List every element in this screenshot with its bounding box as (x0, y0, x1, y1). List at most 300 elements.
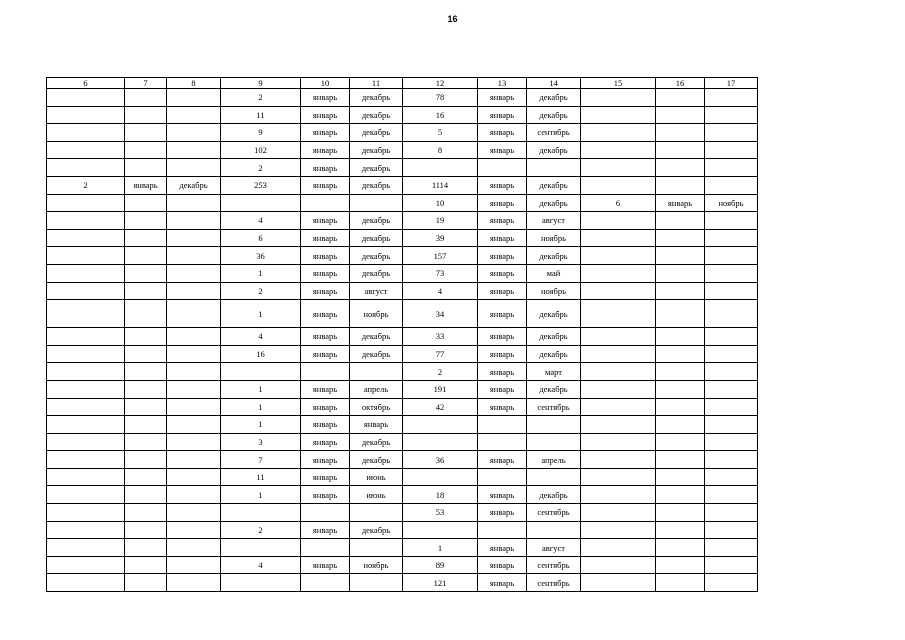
table-cell: январь (478, 247, 527, 265)
table-cell (167, 468, 221, 486)
table-cell (705, 380, 758, 398)
table-cell: январь (301, 106, 350, 124)
table-cell: ноябрь (527, 229, 581, 247)
table-cell (403, 433, 478, 451)
table-cell: январь (478, 504, 527, 522)
table-cell (350, 363, 403, 381)
table-cell (350, 504, 403, 522)
table-cell: декабрь (167, 176, 221, 194)
table-row (47, 504, 758, 522)
table-cell: декабрь (527, 486, 581, 504)
table-cell: июнь (350, 486, 403, 504)
table-cell (581, 363, 656, 381)
table-cell (705, 398, 758, 416)
table-cell: январь (656, 194, 705, 212)
table-cell (167, 247, 221, 265)
table-cell: январь (301, 486, 350, 504)
table-cell (47, 141, 125, 159)
table-row (47, 345, 758, 363)
table-cell (125, 345, 167, 363)
column-header: 11 (350, 78, 403, 89)
table-cell: январь (301, 282, 350, 300)
table-cell (527, 159, 581, 177)
table-row (47, 247, 758, 265)
table-cell (125, 486, 167, 504)
table-cell (221, 574, 301, 592)
table-cell: январь (478, 451, 527, 469)
table-cell (581, 300, 656, 328)
table-cell (47, 264, 125, 282)
table-cell: 1114 (403, 176, 478, 194)
table-cell: сентябрь (527, 574, 581, 592)
table-cell: 6 (221, 229, 301, 247)
column-header: 10 (301, 78, 350, 89)
table-cell (656, 176, 705, 194)
table-cell (167, 264, 221, 282)
table-cell (656, 468, 705, 486)
table-row (47, 141, 758, 159)
table-cell (527, 416, 581, 434)
table-cell (125, 264, 167, 282)
table-cell (47, 194, 125, 212)
table-cell: сентябрь (527, 556, 581, 574)
table-cell (125, 433, 167, 451)
table-cell: январь (301, 380, 350, 398)
table-cell (656, 398, 705, 416)
column-header: 16 (656, 78, 705, 89)
table-cell: 11 (221, 468, 301, 486)
table-cell (705, 328, 758, 346)
table-cell: 1 (403, 539, 478, 557)
table-row (47, 176, 758, 194)
table-cell (125, 212, 167, 230)
table-cell: 11 (221, 106, 301, 124)
table-cell: декабрь (350, 328, 403, 346)
column-header: 17 (705, 78, 758, 89)
table-cell (705, 247, 758, 265)
table-cell (125, 328, 167, 346)
table-cell: декабрь (350, 176, 403, 194)
table-cell (581, 141, 656, 159)
table-row (47, 468, 758, 486)
table-cell: сентябрь (527, 124, 581, 142)
table-cell: январь (478, 264, 527, 282)
table-cell (125, 574, 167, 592)
table-cell (656, 539, 705, 557)
table-cell: декабрь (527, 106, 581, 124)
table-cell (581, 328, 656, 346)
table-row (47, 521, 758, 539)
table-cell: декабрь (350, 433, 403, 451)
table-cell (656, 451, 705, 469)
table-cell: 102 (221, 141, 301, 159)
table-row (47, 159, 758, 177)
table-cell (705, 264, 758, 282)
table-cell: май (527, 264, 581, 282)
table-cell (705, 124, 758, 142)
table-cell (125, 106, 167, 124)
table-cell (125, 124, 167, 142)
table-cell (705, 212, 758, 230)
table-row (47, 194, 758, 212)
table-row (47, 264, 758, 282)
table-cell: август (350, 282, 403, 300)
table-cell: декабрь (350, 521, 403, 539)
table-cell: ноябрь (705, 194, 758, 212)
table-cell (705, 556, 758, 574)
table-cell: январь (301, 398, 350, 416)
table-cell: январь (301, 416, 350, 434)
table-cell (47, 486, 125, 504)
table-cell: январь (301, 229, 350, 247)
table-cell: 1 (221, 416, 301, 434)
table-cell (167, 300, 221, 328)
table-cell (47, 247, 125, 265)
table-cell (301, 504, 350, 522)
table-cell (221, 363, 301, 381)
table-cell: декабрь (350, 212, 403, 230)
table-cell: январь (478, 380, 527, 398)
table-cell: 2 (47, 176, 125, 194)
table-cell (705, 416, 758, 434)
table-cell (125, 416, 167, 434)
table-cell (47, 574, 125, 592)
table-cell: январь (478, 89, 527, 107)
table-cell (47, 363, 125, 381)
table-cell (47, 229, 125, 247)
table-cell: 42 (403, 398, 478, 416)
table-cell (478, 416, 527, 434)
table-cell (656, 212, 705, 230)
table-row (47, 451, 758, 469)
table-cell (705, 504, 758, 522)
table-cell: ноябрь (527, 282, 581, 300)
table-cell (47, 124, 125, 142)
table-cell: январь (301, 468, 350, 486)
table-cell: 1 (221, 264, 301, 282)
table-row (47, 416, 758, 434)
table-cell (125, 363, 167, 381)
column-header: 13 (478, 78, 527, 89)
table-cell: январь (301, 300, 350, 328)
table-row (47, 89, 758, 107)
table-cell (478, 468, 527, 486)
table-cell: декабрь (350, 89, 403, 107)
table-cell (581, 416, 656, 434)
table-cell: декабрь (350, 247, 403, 265)
table-cell (705, 141, 758, 159)
table-cell (125, 89, 167, 107)
table-cell (47, 345, 125, 363)
table-cell (705, 176, 758, 194)
table-cell: 10 (403, 194, 478, 212)
table-cell (656, 380, 705, 398)
table-cell (705, 363, 758, 381)
table-cell (656, 159, 705, 177)
table-cell (125, 247, 167, 265)
table-cell (581, 124, 656, 142)
table-cell (47, 380, 125, 398)
table-cell (47, 398, 125, 416)
table-cell (167, 89, 221, 107)
table-cell (656, 141, 705, 159)
table-cell (656, 521, 705, 539)
table-cell: 33 (403, 328, 478, 346)
table-cell (656, 124, 705, 142)
table-cell: 77 (403, 345, 478, 363)
table-cell: 9 (221, 124, 301, 142)
table-cell: декабрь (527, 300, 581, 328)
table-cell: январь (301, 212, 350, 230)
table-cell (581, 521, 656, 539)
table-cell: 89 (403, 556, 478, 574)
table-cell: январь (478, 363, 527, 381)
table-cell (167, 345, 221, 363)
table-cell: январь (478, 328, 527, 346)
table-cell: 4 (403, 282, 478, 300)
table-cell: январь (301, 124, 350, 142)
table-cell: январь (301, 159, 350, 177)
table-cell (581, 106, 656, 124)
table-cell: август (527, 539, 581, 557)
table-cell (581, 486, 656, 504)
table-cell (403, 159, 478, 177)
table-cell: январь (301, 176, 350, 194)
table-cell (656, 556, 705, 574)
table-cell: январь (301, 141, 350, 159)
table-cell: декабрь (527, 345, 581, 363)
table-cell (478, 433, 527, 451)
table-cell: январь (478, 176, 527, 194)
table-cell (581, 556, 656, 574)
table-cell (705, 300, 758, 328)
table-cell (705, 159, 758, 177)
table-cell (581, 433, 656, 451)
table-cell: январь (478, 124, 527, 142)
table-cell (221, 539, 301, 557)
table-cell (301, 539, 350, 557)
table-cell (656, 504, 705, 522)
column-header: 14 (527, 78, 581, 89)
table-cell (581, 468, 656, 486)
table-cell (47, 159, 125, 177)
table-cell (705, 106, 758, 124)
table-cell (47, 282, 125, 300)
table-cell: сентябрь (527, 504, 581, 522)
table-cell (167, 194, 221, 212)
table-cell: 36 (221, 247, 301, 265)
table-cell (581, 380, 656, 398)
table-cell (47, 433, 125, 451)
table-row (47, 398, 758, 416)
table-cell: 34 (403, 300, 478, 328)
table-cell (581, 264, 656, 282)
table-cell: 39 (403, 229, 478, 247)
table-cell (656, 106, 705, 124)
table-cell: 7 (221, 451, 301, 469)
table-row (47, 106, 758, 124)
table-cell (478, 521, 527, 539)
table-cell (581, 539, 656, 557)
table-cell: 73 (403, 264, 478, 282)
table-cell (47, 300, 125, 328)
table-cell: 1 (221, 380, 301, 398)
table-cell (167, 451, 221, 469)
header-row (47, 78, 758, 89)
table-cell: январь (478, 345, 527, 363)
table-cell (47, 106, 125, 124)
table-cell (125, 451, 167, 469)
table-cell (167, 229, 221, 247)
table-cell (705, 451, 758, 469)
table-cell (125, 300, 167, 328)
table-cell (581, 247, 656, 265)
table-cell (47, 416, 125, 434)
table-cell (656, 328, 705, 346)
table-cell: 2 (221, 521, 301, 539)
table-cell (656, 229, 705, 247)
table-cell: декабрь (350, 141, 403, 159)
table-cell: апрель (350, 380, 403, 398)
table-cell: 2 (403, 363, 478, 381)
table-cell (705, 468, 758, 486)
table-cell: декабрь (527, 176, 581, 194)
column-header: 8 (167, 78, 221, 89)
table-cell (656, 247, 705, 265)
table-cell (167, 433, 221, 451)
table-cell (167, 398, 221, 416)
table-cell (125, 159, 167, 177)
table-row (47, 539, 758, 557)
table-cell (125, 229, 167, 247)
table-cell: январь (301, 521, 350, 539)
table-cell: январь (478, 141, 527, 159)
table-cell (47, 556, 125, 574)
table-row (47, 124, 758, 142)
table-row (47, 486, 758, 504)
table-cell (167, 124, 221, 142)
table-cell: январь (301, 89, 350, 107)
table-cell (125, 380, 167, 398)
table-row (47, 300, 758, 328)
table-cell (167, 363, 221, 381)
table-cell: 2 (221, 282, 301, 300)
table-cell: 78 (403, 89, 478, 107)
table-row (47, 556, 758, 574)
table-cell (581, 159, 656, 177)
data-table (46, 77, 758, 592)
table-cell: 3 (221, 433, 301, 451)
table-row (47, 574, 758, 592)
table-row (47, 433, 758, 451)
table-cell: декабрь (527, 141, 581, 159)
table-cell: 1 (221, 300, 301, 328)
table-cell: 157 (403, 247, 478, 265)
table-cell (403, 468, 478, 486)
column-header: 15 (581, 78, 656, 89)
table-cell (656, 363, 705, 381)
table-cell (301, 194, 350, 212)
table-cell (350, 194, 403, 212)
table-cell (301, 363, 350, 381)
table-cell: 4 (221, 212, 301, 230)
table-cell: 4 (221, 556, 301, 574)
table-cell: 4 (221, 328, 301, 346)
table-cell: январь (478, 556, 527, 574)
table-cell (581, 451, 656, 469)
table-cell (581, 282, 656, 300)
table-cell: 16 (221, 345, 301, 363)
table-cell: декабрь (527, 89, 581, 107)
table-cell: 53 (403, 504, 478, 522)
table-cell (167, 504, 221, 522)
table-cell: 36 (403, 451, 478, 469)
table-cell: январь (301, 247, 350, 265)
table-cell (581, 212, 656, 230)
table-cell (47, 212, 125, 230)
table-cell: декабрь (350, 229, 403, 247)
table-cell (403, 521, 478, 539)
table-cell: 8 (403, 141, 478, 159)
table-cell: январь (350, 416, 403, 434)
table-cell: январь (301, 328, 350, 346)
table-cell (167, 159, 221, 177)
table-cell (656, 282, 705, 300)
table-cell: август (527, 212, 581, 230)
table-cell (403, 416, 478, 434)
table-cell: январь (478, 300, 527, 328)
table-cell (656, 486, 705, 504)
table-cell (47, 89, 125, 107)
table-cell: январь (478, 212, 527, 230)
table-cell (47, 328, 125, 346)
table-cell (705, 345, 758, 363)
table-cell: 1 (221, 398, 301, 416)
table-cell (125, 141, 167, 159)
table-cell: 2 (221, 89, 301, 107)
table-cell: январь (125, 176, 167, 194)
table-cell (47, 468, 125, 486)
table-cell: декабрь (527, 247, 581, 265)
table-cell (705, 521, 758, 539)
table-cell (581, 345, 656, 363)
table-cell: декабрь (527, 194, 581, 212)
table-cell (47, 504, 125, 522)
table-cell (125, 504, 167, 522)
table-cell: декабрь (350, 106, 403, 124)
table-cell: декабрь (350, 264, 403, 282)
table-cell (656, 574, 705, 592)
table-cell: декабрь (350, 451, 403, 469)
table-cell (167, 141, 221, 159)
table-cell (47, 451, 125, 469)
table-cell: 121 (403, 574, 478, 592)
table-cell (167, 486, 221, 504)
table-cell (350, 574, 403, 592)
table-cell: 2 (221, 159, 301, 177)
table-cell: январь (478, 194, 527, 212)
table-cell (581, 504, 656, 522)
table-cell (705, 282, 758, 300)
table-cell (167, 282, 221, 300)
column-header: 7 (125, 78, 167, 89)
table-cell: март (527, 363, 581, 381)
table-cell (527, 521, 581, 539)
table-cell: декабрь (350, 124, 403, 142)
table-cell: 1 (221, 486, 301, 504)
table-cell (478, 159, 527, 177)
table-cell (167, 416, 221, 434)
